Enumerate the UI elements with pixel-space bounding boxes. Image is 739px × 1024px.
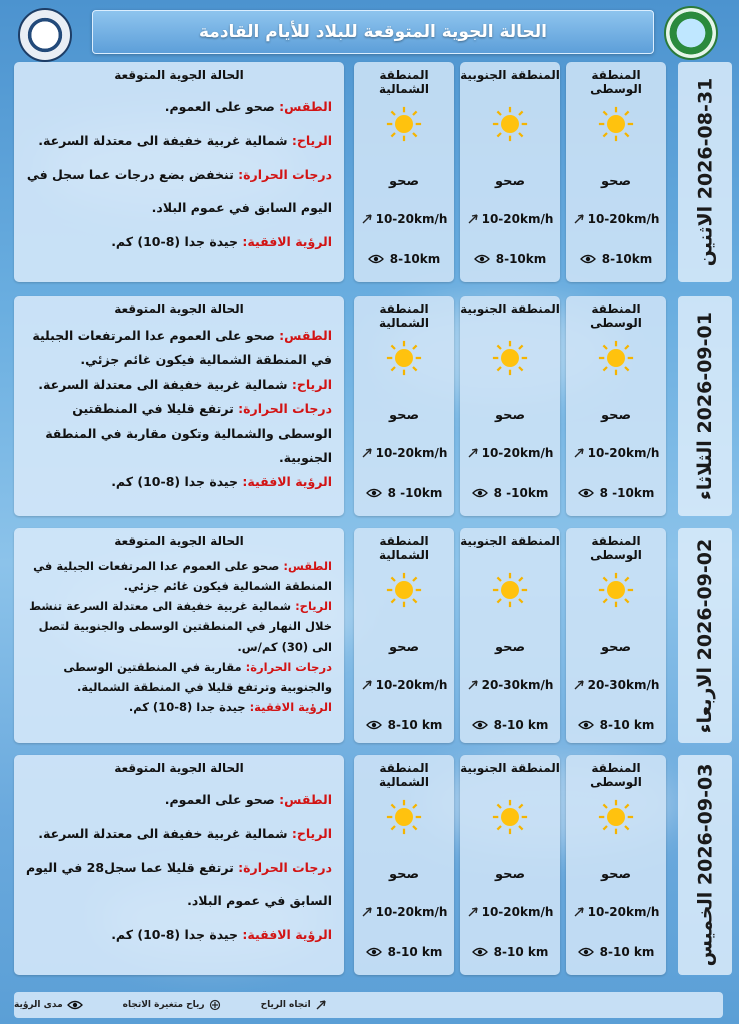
wind-speed: 10-20km/h xyxy=(481,446,554,460)
wind-line: الرياح: شمالية غربية خفيفة الى معتدلة السرعة تنشط خلال النهار في المنطقتين الوسطى والجنوبية لتصل الى (30) كم/س. xyxy=(29,599,332,654)
sun-icon xyxy=(598,340,634,376)
weather-line: الطقس: صحو على العموم. xyxy=(164,792,332,807)
region-card-southern xyxy=(460,528,560,743)
region-name: المنطقة الوسطى xyxy=(590,761,642,789)
variable-wind-icon xyxy=(209,999,221,1011)
region-name: المنطقة الجنوبية xyxy=(460,68,560,82)
wind-direction-icon xyxy=(467,679,479,691)
legend-wind-direction xyxy=(261,999,327,1011)
sun-icon xyxy=(492,106,528,142)
visibility-range: 8-10 km xyxy=(387,945,443,959)
wind-line: الرياح: شمالية غربية خفيفة الى معتدلة السرعة. xyxy=(38,825,332,841)
wind-direction-icon xyxy=(361,906,373,918)
eye-icon xyxy=(67,1000,83,1010)
region-card-central xyxy=(566,528,666,743)
description-title: الحالة الجوية المتوقعة xyxy=(114,302,244,316)
visibility-range: 8-10km xyxy=(495,252,547,266)
day-date: 2026-08-31 الاثنين xyxy=(694,77,717,267)
region-name: المنطقة الشمالية xyxy=(378,68,430,96)
wind-speed: 10-20km/h xyxy=(375,678,448,692)
condition-label: صحو xyxy=(388,867,420,882)
visibility-range: 8-10 km xyxy=(493,718,549,732)
visibility-line: الرؤية الافقية: جيدة جدا (8-10) كم. xyxy=(111,927,332,942)
sun-icon xyxy=(492,572,528,608)
region-card-northern xyxy=(354,528,454,743)
legend-visibility xyxy=(14,1000,83,1010)
visibility-range: 8 -10km xyxy=(599,486,655,500)
forecast-description xyxy=(14,296,344,516)
eye-icon xyxy=(472,947,488,957)
sun-icon xyxy=(598,106,634,142)
weather-logo xyxy=(664,6,718,60)
region-card-central xyxy=(566,62,666,282)
wind-direction-icon xyxy=(361,679,373,691)
sun-icon xyxy=(492,340,528,376)
wind-speed: 10-20km/h xyxy=(375,446,448,460)
visibility-range: 8 -10km xyxy=(387,486,443,500)
forecast-description xyxy=(14,62,344,282)
day-forecast-1 xyxy=(14,62,723,282)
date-strip xyxy=(678,528,732,743)
region-name: المنطقة الوسطى xyxy=(590,302,642,330)
region-card-southern xyxy=(460,62,560,282)
wind-speed: 20-30km/h xyxy=(481,678,554,692)
description-title: الحالة الجوية المتوقعة xyxy=(114,761,244,775)
region-card-northern xyxy=(354,755,454,975)
eye-icon xyxy=(474,254,490,264)
weather-line: الطقس: صحو على العموم عدا المرتفعات الجبلية في المنطقة الشمالية فيكون غائم جزئي. xyxy=(33,559,332,594)
weather-line: الطقس: صحو على العموم عدا المرتفعات الجبلية في المنطقة الشمالية فيكون غائم جزئي. xyxy=(32,328,332,368)
region-card-northern xyxy=(354,296,454,516)
visibility-range: 8-10km xyxy=(601,252,653,266)
sun-icon xyxy=(386,799,422,835)
wind-direction-icon xyxy=(467,213,479,225)
eye-icon xyxy=(578,947,594,957)
sun-icon xyxy=(386,340,422,376)
weather-line: الطقس: صحو على العموم. xyxy=(164,99,332,114)
region-name: المنطقة الشمالية xyxy=(378,761,430,789)
condition-label: صحو xyxy=(600,867,632,882)
condition-label: صحو xyxy=(600,408,632,423)
visibility-line: الرؤية الافقية: جيدة جدا (8-10) كم. xyxy=(111,474,332,490)
condition-label: صحو xyxy=(388,640,420,655)
sun-icon xyxy=(386,572,422,608)
wind-line: الرياح: شمالية غربية خفيفة الى معتدلة السرعة. xyxy=(38,376,332,392)
sun-icon xyxy=(598,799,634,835)
date-strip xyxy=(678,296,732,516)
legend-label: اتجاه الرياح xyxy=(260,1000,311,1010)
condition-label: صحو xyxy=(494,408,526,423)
wind-speed: 10-20km/h xyxy=(481,905,554,919)
wind-direction-icon xyxy=(573,447,585,459)
legend-variable-wind xyxy=(123,999,221,1011)
region-card-central xyxy=(566,296,666,516)
visibility-range: 8-10 km xyxy=(599,945,655,959)
eye-icon xyxy=(366,720,382,730)
eye-icon xyxy=(368,254,384,264)
temperature-line: درجات الحرارة: ترتفع قليلا عما سجل28 في اليوم السابق في عموم البلاد. xyxy=(26,859,332,909)
wind-direction-icon xyxy=(573,906,585,918)
eye-icon xyxy=(366,947,382,957)
description-title: الحالة الجوية المتوقعة xyxy=(114,534,244,548)
date-strip xyxy=(678,755,732,975)
forecast-description xyxy=(14,755,344,975)
page-title: الحالة الجوية المتوقعة للبلاد للأيام القادمة xyxy=(199,22,547,42)
day-forecast-3 xyxy=(14,528,723,743)
day-date: 2026-09-02 الاربعاء xyxy=(694,538,716,733)
eye-icon xyxy=(580,254,596,264)
wind-direction-icon xyxy=(467,906,479,918)
day-forecast-4 xyxy=(14,755,723,975)
forecast-description xyxy=(14,528,344,743)
sun-icon xyxy=(492,799,528,835)
wind-line: الرياح: شمالية غربية خفيفة الى معتدلة السرعة. xyxy=(38,132,332,148)
sun-icon xyxy=(386,106,422,142)
temperature-line: درجات الحرارة: مقاربة في المنطقتين الوسطى والجنوبية وترتفع قليلا في المنطقة الشمالية. xyxy=(63,659,332,694)
wind-direction-icon xyxy=(573,213,585,225)
wind-speed: 20-30km/h xyxy=(587,678,660,692)
wind-direction-icon xyxy=(573,679,585,691)
meteorological-authority-logo xyxy=(18,8,72,62)
sun-icon xyxy=(598,572,634,608)
visibility-line: الرؤية الافقية: جيدة جدا (8-10) كم. xyxy=(128,699,332,714)
eye-icon xyxy=(472,720,488,730)
region-card-central xyxy=(566,755,666,975)
temperature-line: درجات الحرارة: تنخفض بضع درجات عما سجل في اليوم السابق في عموم البلاد. xyxy=(26,166,332,216)
wind-speed: 10-20km/h xyxy=(587,905,660,919)
day-date: 2026-09-01 الثلاثاء xyxy=(694,312,717,500)
condition-label: صحو xyxy=(494,867,526,882)
legend xyxy=(14,992,723,1018)
wind-speed: 10-20km/h xyxy=(375,905,448,919)
condition-label: صحو xyxy=(494,174,526,189)
condition-label: صحو xyxy=(494,640,526,655)
region-name: المنطقة الشمالية xyxy=(378,302,430,330)
region-name: المنطقة الشمالية xyxy=(378,534,430,562)
eye-icon xyxy=(366,488,382,498)
day-date: 2026-09-03 الخميس xyxy=(694,763,717,967)
eye-icon xyxy=(578,720,594,730)
eye-icon xyxy=(578,488,594,498)
wind-direction-icon xyxy=(361,213,373,225)
wind-speed: 10-20km/h xyxy=(375,212,448,226)
region-name: المنطقة الجنوبية xyxy=(460,761,560,775)
eye-icon xyxy=(472,488,488,498)
condition-label: صحو xyxy=(388,174,420,189)
wind-direction-icon xyxy=(467,447,479,459)
condition-label: صحو xyxy=(600,174,632,189)
region-card-southern xyxy=(460,296,560,516)
description-title: الحالة الجوية المتوقعة xyxy=(114,68,244,82)
condition-label: صحو xyxy=(388,408,420,423)
legend-label: مدى الرؤية xyxy=(14,1000,63,1010)
visibility-range: 8 -10km xyxy=(493,486,549,500)
visibility-range: 8-10km xyxy=(389,252,441,266)
wind-speed: 10-20km/h xyxy=(481,212,554,226)
wind-speed: 10-20km/h xyxy=(587,446,660,460)
day-forecast-2 xyxy=(14,296,723,516)
region-name: المنطقة الجنوبية xyxy=(460,302,560,316)
legend-label: رياح متغيرة الاتجاه xyxy=(122,1000,205,1010)
visibility-line: الرؤية الافقية: جيدة جدا (8-10) كم. xyxy=(111,234,332,249)
wind-speed: 10-20km/h xyxy=(587,212,660,226)
condition-label: صحو xyxy=(600,640,632,655)
wind-direction-icon xyxy=(361,447,373,459)
visibility-range: 8-10 km xyxy=(387,718,443,732)
visibility-range: 8-10 km xyxy=(493,945,549,959)
date-strip xyxy=(678,62,732,282)
wind-direction-icon xyxy=(315,999,327,1011)
region-card-northern xyxy=(354,62,454,282)
region-card-southern xyxy=(460,755,560,975)
visibility-range: 8-10 km xyxy=(599,718,655,732)
temperature-line: درجات الحرارة: ترتفع قليلا في المنطقتين الوسطى والشمالية وتكون مقاربة في المنطقة الجنوبية. xyxy=(45,401,332,465)
region-name: المنطقة الوسطى xyxy=(590,534,642,562)
page-header xyxy=(92,10,654,54)
region-name: المنطقة الجنوبية xyxy=(460,534,560,548)
region-name: المنطقة الوسطى xyxy=(590,68,642,96)
